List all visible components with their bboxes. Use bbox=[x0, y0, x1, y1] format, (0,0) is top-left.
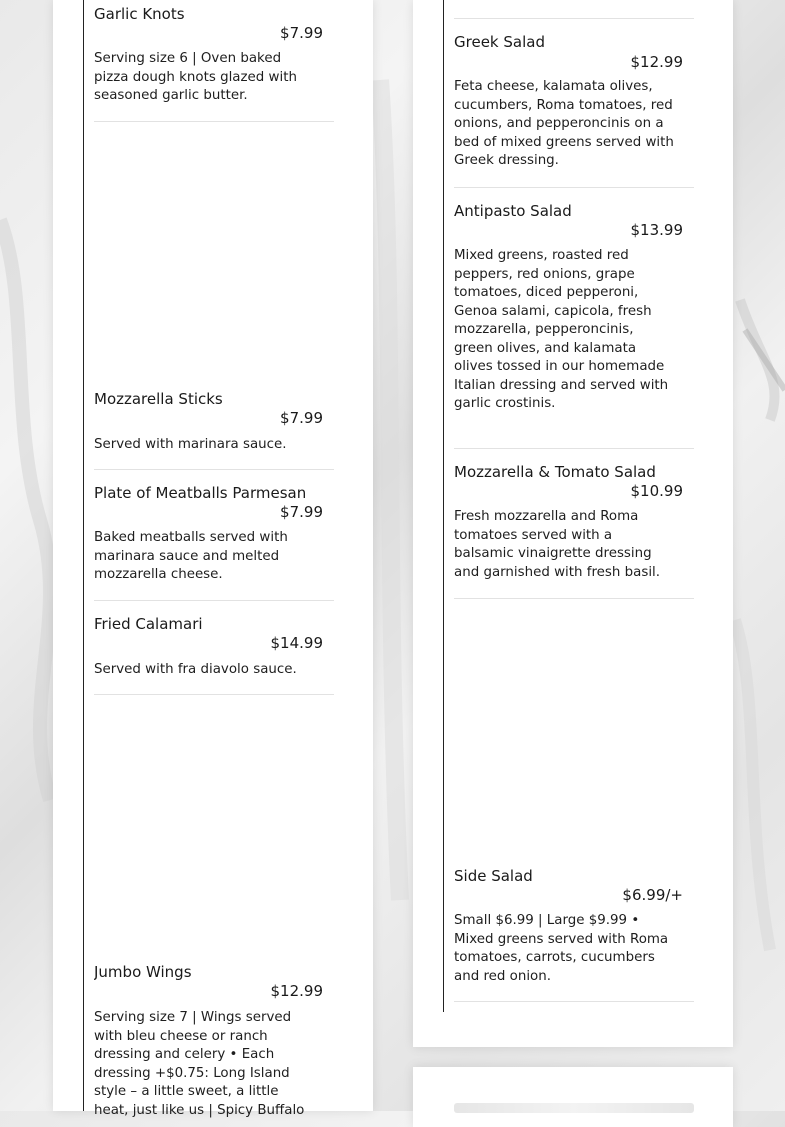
menu-item-greek-salad bbox=[454, 33, 694, 188]
item-separator bbox=[94, 121, 334, 122]
faded-heading-placeholder bbox=[454, 1103, 694, 1113]
item-name: Mozzarella Sticks bbox=[94, 390, 223, 408]
menu-item-fried-calamari bbox=[94, 615, 334, 695]
item-separator bbox=[454, 1001, 694, 1002]
item-price: $7.99 bbox=[280, 409, 323, 427]
menu-item-mozzarella-tomato-salad bbox=[454, 463, 694, 599]
menu-item-mozzarella-sticks bbox=[94, 390, 334, 470]
column-divider-line bbox=[443, 0, 444, 1012]
item-description: Small $6.99 | Large $9.99 • Mixed greens served with Roma tomatoes, carrots, cucumbers and red onion. bbox=[454, 913, 669, 984]
next-menu-card bbox=[413, 1067, 733, 1127]
menu-item-jumbo-wings bbox=[94, 963, 334, 1123]
item-description: Fresh mozzarella and Roma tomatoes served with a balsamic vinaigrette dressing and garnished with fresh basil. bbox=[454, 509, 661, 580]
menu-item-side-salad bbox=[454, 867, 694, 1002]
item-separator bbox=[454, 187, 694, 188]
item-description: Baked meatballs served with marinara sauce and melted mozzarella cheese. bbox=[94, 530, 288, 582]
item-separator bbox=[94, 694, 334, 695]
item-price: $6.99/+ bbox=[622, 886, 683, 904]
item-description: Served with marinara sauce. bbox=[94, 437, 287, 452]
menu-item-antipasto-salad bbox=[454, 202, 694, 449]
item-name: Plate of Meatballs Parmesan bbox=[94, 484, 307, 502]
item-separator bbox=[94, 600, 334, 601]
item-name: Jumbo Wings bbox=[94, 963, 192, 981]
item-name: Garlic Knots bbox=[94, 5, 185, 23]
item-description: Feta cheese, kalamata olives, cucumbers, Roma tomatoes, red onions, and pepperoncinis on a bed of mixed greens served with Greek dressing. bbox=[454, 79, 674, 168]
menu-item-garlic-knots bbox=[94, 5, 334, 122]
item-price: $12.99 bbox=[630, 53, 683, 71]
item-price: $10.99 bbox=[630, 482, 683, 500]
item-name: Antipasto Salad bbox=[454, 202, 572, 220]
left-menu-card bbox=[53, 0, 373, 1118]
menu-item-meatballs-parmesan bbox=[94, 484, 334, 601]
item-price: $13.99 bbox=[630, 221, 683, 239]
item-separator bbox=[454, 18, 694, 19]
item-price: $14.99 bbox=[270, 634, 323, 652]
item-description: Serving size 6 | Oven baked pizza dough knots glazed with seasoned garlic butter. bbox=[94, 51, 297, 103]
item-name: Fried Calamari bbox=[94, 615, 203, 633]
item-name: Greek Salad bbox=[454, 33, 545, 51]
column-divider-line bbox=[83, 0, 84, 1111]
item-description: Mixed greens, roasted red peppers, red onions, grape tomatoes, diced pepperoni, Genoa salami, capicola, fresh mozzarella, pepperoncinis, green olives, and kalamata olives tossed in our homemade Italian dressing and served with garlic crostinis. bbox=[454, 248, 669, 411]
item-separator bbox=[454, 598, 694, 599]
item-name: Side Salad bbox=[454, 867, 533, 885]
item-separator bbox=[94, 469, 334, 470]
item-description: Served with fra diavolo sauce. bbox=[94, 662, 297, 677]
item-name: Mozzarella & Tomato Salad bbox=[454, 463, 656, 481]
item-price: $7.99 bbox=[280, 503, 323, 521]
item-price: $12.99 bbox=[270, 982, 323, 1000]
right-menu-card bbox=[413, 0, 733, 1047]
item-price: $7.99 bbox=[280, 24, 323, 42]
item-separator bbox=[454, 448, 694, 449]
item-description: Serving size 7 | Wings served with bleu cheese or ranch dressing and celery • Each dressing +$0.75: Long Island style – a little sweet, a little heat, just like us | Spicy Buffalo bbox=[94, 1010, 305, 1118]
